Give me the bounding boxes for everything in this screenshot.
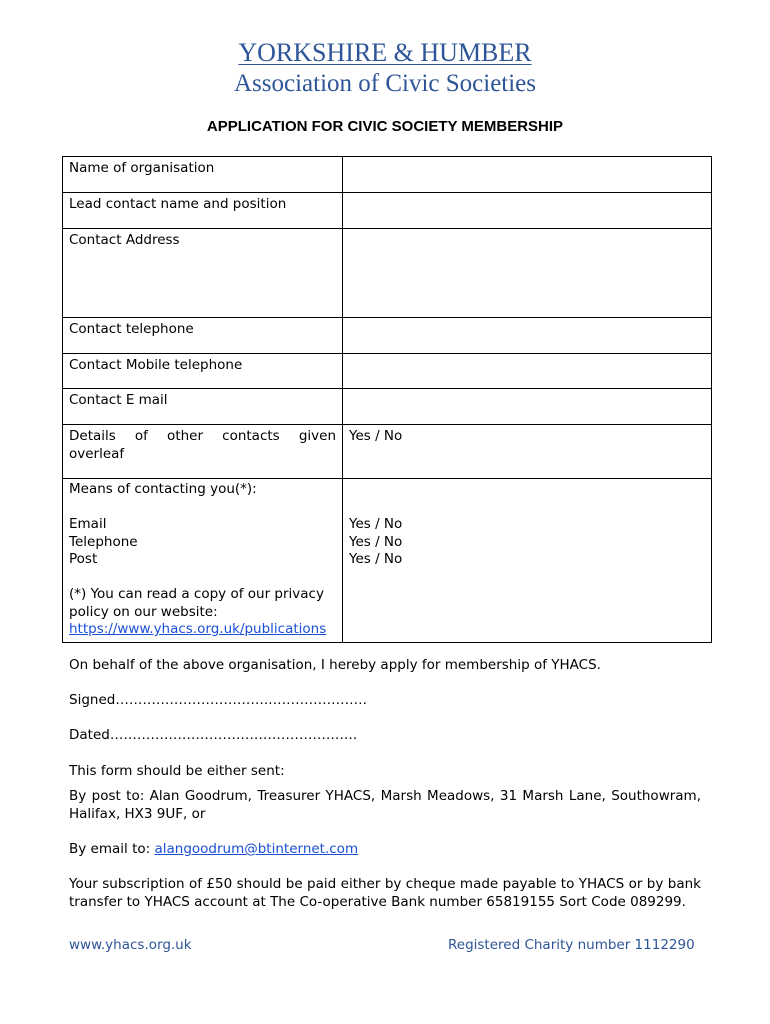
membership-form-table (62, 156, 712, 643)
organisation-name-field[interactable] (343, 157, 712, 193)
privacy-note-line1: (*) You can read a copy of our privacy (69, 586, 324, 602)
table-row (63, 318, 712, 354)
organisation-subtitle: Association of Civic Societies (233, 70, 537, 97)
details-yes-no[interactable]: Yes / No (343, 425, 712, 479)
lead-contact-field[interactable] (343, 193, 712, 229)
means-heading: Means of contacting you(*): (69, 481, 257, 497)
field-label: Contact Address (63, 229, 343, 318)
table-row (63, 479, 712, 643)
field-label (63, 425, 343, 479)
signed-line[interactable]: Signed…………………………….…………………. (69, 692, 367, 708)
field-label: Name of organisation (63, 157, 343, 193)
field-label: Lead contact name and position (63, 193, 343, 229)
treasurer-email-link[interactable]: alangoodrum@btinternet.com (154, 841, 359, 857)
email-yes-no[interactable]: Yes / No (349, 516, 403, 532)
form-title: APPLICATION FOR CIVIC SOCIETY MEMBERSHIP (206, 118, 564, 135)
post-yes-no[interactable]: Yes / No (349, 551, 403, 567)
field-label: Contact Mobile telephone (63, 354, 343, 389)
organisation-name: YORKSHIRE & HUMBER (238, 38, 532, 67)
contact-address-field[interactable] (343, 229, 712, 318)
field-label: Contact telephone (63, 318, 343, 354)
declaration-text: On behalf of the above organisation, I hereby apply for membership of YHACS. (69, 657, 601, 673)
contact-email-field[interactable] (343, 389, 712, 425)
footer-charity-number: Registered Charity number 1112290 (448, 937, 695, 953)
footer-website: www.yhacs.org.uk (69, 937, 192, 953)
option-telephone-label: Telephone (69, 533, 138, 550)
table-row (63, 354, 712, 389)
email-prefix: By email to: (69, 841, 155, 857)
option-email-label: Email (69, 516, 107, 532)
field-label: Contact E mail (63, 389, 343, 425)
table-row (63, 193, 712, 229)
table-row (63, 157, 712, 193)
option-post-label: Post (69, 551, 98, 567)
table-row (63, 229, 712, 318)
telephone-yes-no[interactable]: Yes / No (349, 533, 403, 550)
contact-mobile-field[interactable] (343, 354, 712, 389)
table-row (63, 425, 712, 479)
details-label-line2: overleaf (69, 445, 125, 462)
letterhead (0, 38, 770, 100)
dated-line[interactable]: Dated………………………………………………. (69, 727, 358, 743)
means-of-contact-answers (343, 479, 712, 643)
email-line (69, 841, 701, 859)
subscription-text: Your subscription of £50 should be paid either by cheque made payable to YHACS or by bank transfer to YHACS account at The Co-operative Bank number 65819155 Sort Code 089299. (69, 876, 701, 910)
means-of-contact-cell (63, 479, 343, 643)
privacy-note-line2: policy on our website: (69, 603, 218, 620)
details-label-line1: Details of other contacts given (69, 428, 336, 444)
sent-intro: This form should be either sent: (69, 763, 285, 779)
contact-telephone-field[interactable] (343, 318, 712, 354)
table-row (63, 389, 712, 425)
privacy-policy-link[interactable]: https://www.yhacs.org.uk/publications (69, 621, 327, 637)
post-address: By post to: Alan Goodrum, Treasurer YHACS, Marsh Meadows, 31 Marsh Lane, Southowram, Halifax, HX3 9UF, or (69, 788, 701, 822)
